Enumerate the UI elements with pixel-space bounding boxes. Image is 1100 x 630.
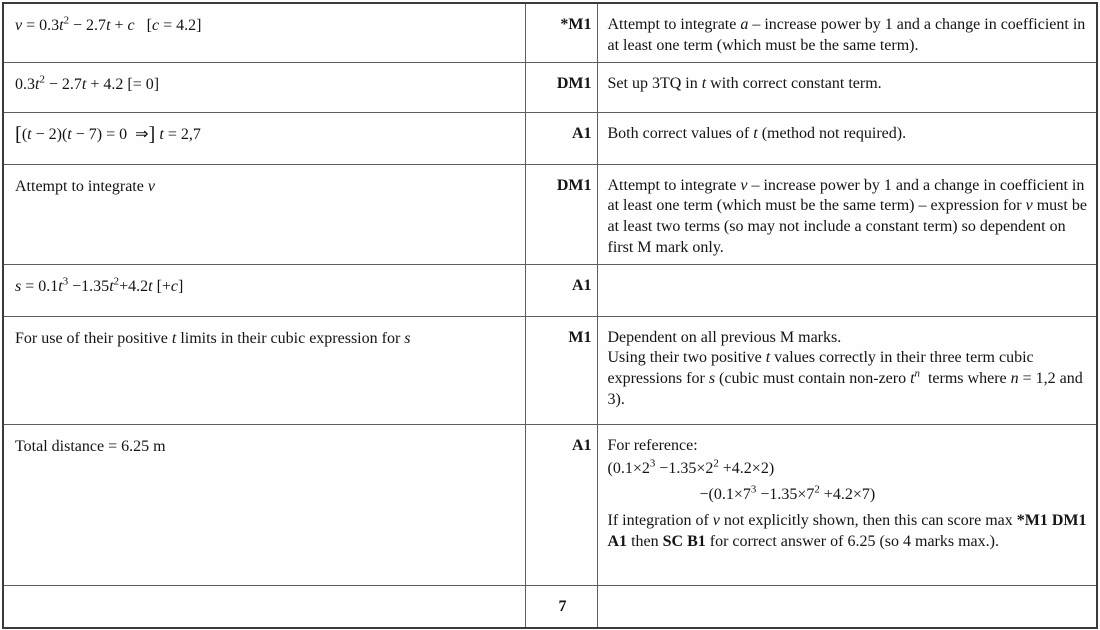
table-row [3, 3, 1097, 62]
notes-cell [597, 264, 1097, 316]
working-cell: For use of their positive t limits in their cubic expression for s [3, 316, 525, 424]
mark-scheme-table [2, 2, 1098, 629]
table-row [3, 62, 1097, 112]
mark-code: DM1 [525, 62, 597, 112]
notes-cell: For reference: $(0.1\times 2^3 -1.35\times 2^2 +4.2\times 2)$ $-(0.1\times 7^3 -1.35\times 7^2 +4.2\times 7)$ If integration of v not explicitly shown, then this can score max *M1 DM1 A1 then SC B1 for correct answer of 6.25 (so 4 marks max.). [597, 424, 1097, 585]
mark-code: A1 [525, 264, 597, 316]
notes-cell: Attempt to integrate a – increase power by 1 and a change in coefficient in at least one term (which must be the same term). [597, 3, 1097, 62]
table-row [3, 264, 1097, 316]
mark-code: *M1 [525, 3, 597, 62]
working-cell: $0.3t^2 - 2.7t + 4.2$ [= 0] [3, 62, 525, 112]
mark-code: A1 [525, 112, 597, 164]
table-row [3, 424, 1097, 585]
working-cell: [(t − 2)(t − 7) = 0 ⇒] t = 2,7 [3, 112, 525, 164]
notes-cell: Set up 3TQ in t with correct constant term. [597, 62, 1097, 112]
total-marks: 7 [525, 585, 597, 628]
notes-cell: Attempt to integrate v – increase power by 1 and a change in coefficient in at least one term (which must be the same term) – expression for v must be at least two terms (so may not include a constant term) so dependent on first M mark only. [597, 164, 1097, 264]
working-cell: $v = 0.3t^2 - 2.7t + c$ [c = 4.2] [3, 3, 525, 62]
mark-code: M1 [525, 316, 597, 424]
working-cell [3, 585, 525, 628]
notes-cell [597, 585, 1097, 628]
table-row [3, 316, 1097, 424]
working-cell: Total distance = 6.25 m [3, 424, 525, 585]
table-row [3, 112, 1097, 164]
notes-cell: Both correct values of t (method not required). [597, 112, 1097, 164]
mark-code: DM1 [525, 164, 597, 264]
table-row-total [3, 585, 1097, 628]
working-cell: Attempt to integrate v [3, 164, 525, 264]
mark-code: A1 [525, 424, 597, 585]
notes-cell: Dependent on all previous M marks. Using their two positive t values correctly in their three term cubic expressions for s (cubic must contain non-zero $t^n$ terms where n = 1,2 and 3). [597, 316, 1097, 424]
table-row [3, 164, 1097, 264]
working-cell: $s = 0.1t^3 -1.35t^2+4.2t$ [+c] [3, 264, 525, 316]
